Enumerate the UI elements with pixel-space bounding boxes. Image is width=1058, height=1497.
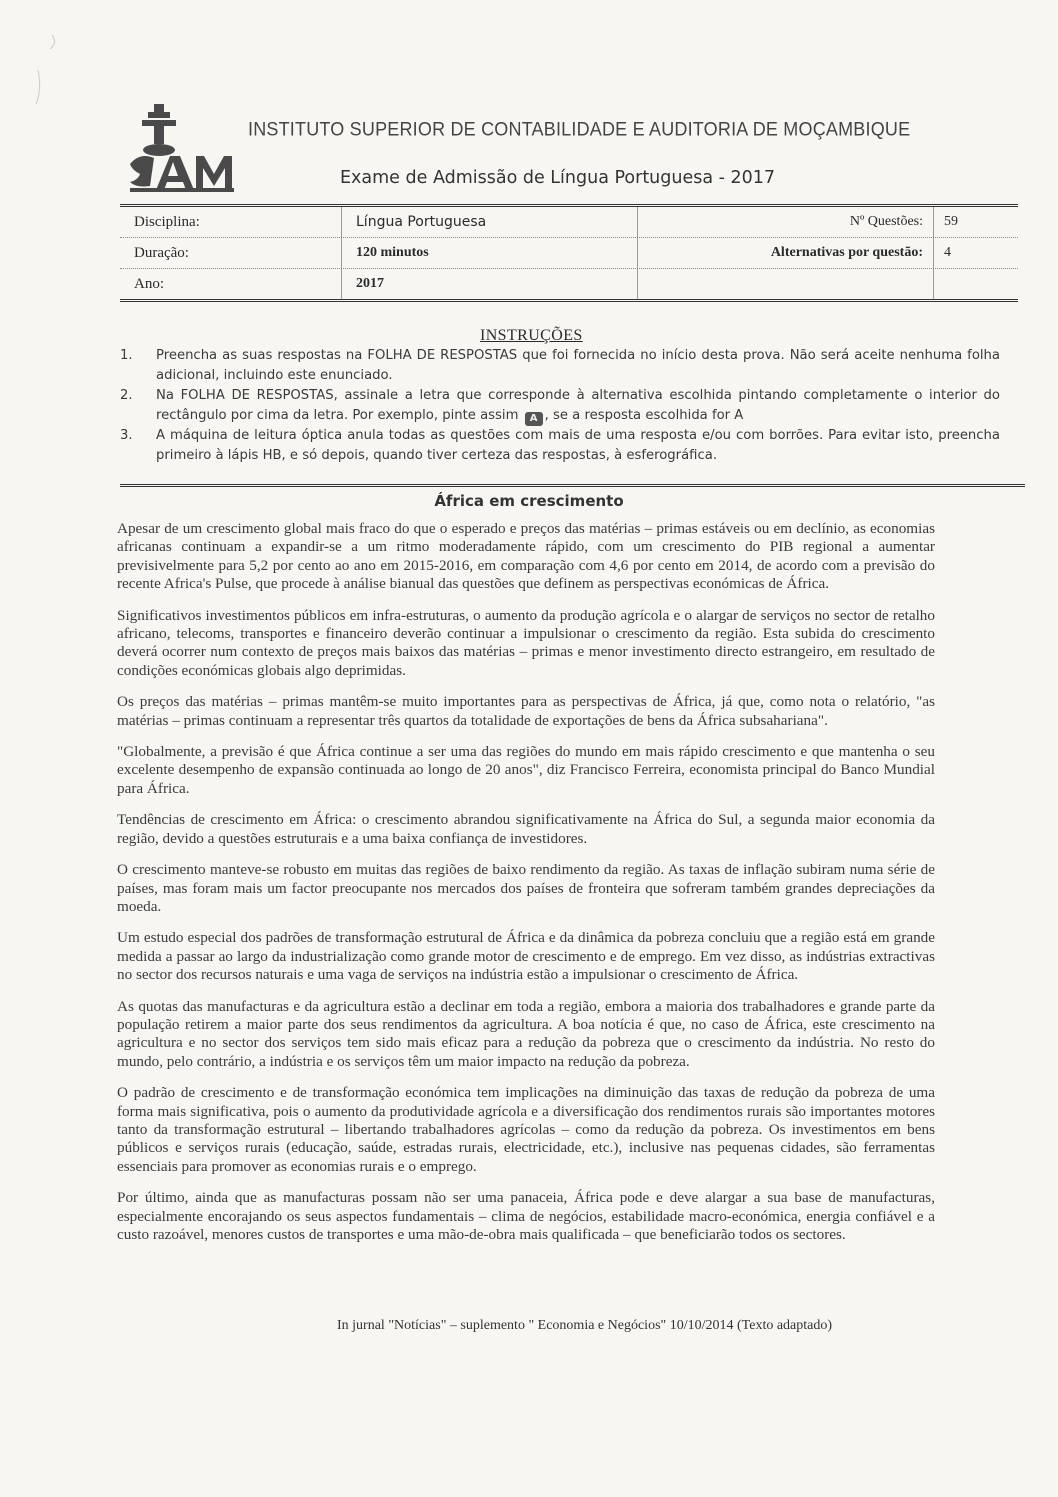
iscam-logo [128,104,268,196]
info-extra-label [638,269,934,299]
instruction-number: 2. [120,388,133,403]
info-value: 120 minutos [342,238,638,268]
article-source: In jurnal "Notícias" – suplemento " Economia e Negócios" 10/10/2014 (Texto adaptado) [337,1318,833,1333]
instruction-text [156,386,1000,426]
instruction-text: Preencha as suas respostas na FOLHA DE RESPOSTAS que foi fornecida no início desta prova. Não será aceite nenhuma folha adicional, incluindo este enunciado. [156,348,1000,383]
exam-info-table [120,204,1018,302]
instruction-number: 3. [120,428,133,443]
info-extra-label: Nº Questões: [638,207,934,237]
instruction-item [120,426,1000,466]
info-extra-value: 4 [944,245,951,260]
info-value: 2017 [342,269,638,299]
article-paragraph: O padrão de crescimento e de transformação económica tem implicações na diminuição das taxas de redução da pobreza de uma forma mais significativa, pois o aumento da produtividade agrícola e a diversificação dos rendimentos rurais são importantes motores tanto da transformação estrutural – libertando trabalhadores agrícolas – como da redução da pobreza. Os investimentos em bens públicos e serviços rurais (educação, saúde, estradas rurais, electricidade, etc.), inclusive nas pequenas cidades, são ferramentas essenciais para promover as economias rurais e o emprego. [117,1084,935,1175]
article-paragraph: As quotas das manufacturas e da agricultura estão a declinar em toda a região, embora a maioria dos trabalhadores e grande parte da população retirem a maior parte dos seus rendimentos da agricultura. A boa notícia é que, no caso de África, este crescimento na agricultura e no sector dos serviços tem sido mais eficaz para a redução da pobreza que o crescimento da indústria. No resto do mundo, pelo contrário, a indústria e os serviços têm um maior impacto na redução da pobreza. [117,997,935,1070]
institution-name: INSTITUTO SUPERIOR DE CONTABILIDADE E AUDITORIA DE MOÇAMBIQUE [248,118,911,140]
info-value: Língua Portuguesa [342,207,638,237]
article-paragraph: Apesar de um crescimento global mais fraco do que o esperado e preços das matérias – primas estáveis ou em declínio, as economias africanas continuam a expandir-se a um ritmo moderadamente rápido, com um crescimento do PIB regional a aumentar previsivelmente para 5,2 por cento ao ano em 2015-2016, em comparação com 4,6 por cento em 2014, de acordo com a previsão do recente Africa's Pulse, que procede à análise bianual das questões que definem as perspectivas económicas de África. [117,520,935,593]
article-paragraph: Um estudo especial dos padrões de transformação estrutural de África e da dinâmica da pobreza concluiu que a região está em grande medida a passar ao largo da industrialização como grande motor de crescimento e de emprego. Em vez disso, as indústrias extractivas no sector dos recursos naturais e uma vaga de serviços na indústria estão a impulsionar o crescimento de África. [117,929,935,984]
article-paragraph: Tendências de crescimento em África: o crescimento abrandou significativamente na África do Sul, a segunda maior economia da região, devido a questões estruturais e a uma baixa confiança de investidores. [117,811,935,847]
info-row-discipline [120,207,1018,238]
info-extra-value [934,269,1004,299]
instruction-text-before: Na FOLHA DE RESPOSTAS, assinale a letra que corresponde à alternativa escolhida pintando completamente o interior do rectângulo por cima da letra. Por exemplo, pinte assim [156,388,1000,423]
article-paragraph: O crescimento manteve-se robusto em muitas das regiões de baixo rendimento da região. As taxas de inflação subiram numa série de países, mas foram mais um factor preocupante nos mercados dos países de fronteira que sofreram também grandes depreciações da moeda. [117,861,935,915]
article-paragraph: Por último, ainda que as manufacturas possam não ser uma panaceia, África pode e deve alargar a sua base de manufacturas, especialmente encorajando os seus aspectos fundamentais – clima de negócios, estabilidade macro-económica, energia confiável e a custo razoável, menores custos de transportes e uma mão-de-obra mais qualificada – que beneficiarão todos os sectores. [117,1189,935,1243]
article-paragraph: "Globalmente, a previsão é que África continue a ser uma das regiões do mundo em mais rápido crescimento e que mantenha o seu excelente desempenho de expansão continuada ao longo de 20 anos", diz Francisco Ferreira, economista principal do Banco Mundial para África. [117,743,935,797]
logo-text: ISCAM [130,194,134,195]
instruction-text-after: , se a resposta escolhida for A [544,408,744,423]
instruction-item [120,346,1000,386]
scan-smudge [30,30,70,110]
info-label: Duração: [120,238,342,268]
section-divider [120,484,1025,491]
filled-answer-example-icon: A [525,412,543,426]
info-label: Disciplina: [120,207,342,237]
article-paragraph: Os preços das matérias – primas mantêm-se muito importantes para as perspectivas de África, já que, como nota o relatório, "as matérias – primas continuam a representar três quartos da totalidade de exportações de bens da África subsahariana". [117,693,935,729]
article-title: África em crescimento [434,492,624,510]
instruction-item [120,386,1000,426]
instructions-list [120,346,1000,466]
instructions-title: INSTRUÇÕES [480,327,583,344]
exam-title: Exame de Admissão de Língua Portuguesa - 2017 [340,168,776,188]
article-body [117,520,935,1257]
info-extra-label: Alternativas por questão: [638,238,934,268]
info-label: Ano: [120,269,342,299]
info-extra-value: 59 [944,214,958,229]
article-paragraph: Significativos investimentos públicos em infra-estruturas, o aumento da produção agrícola e o alargar de serviços no sector de retalho africano, telecoms, transportes e financeiro deverão continuar a impulsionar o crescimento da região. Esta subida do crescimento deverá ocorrer num contexto de preços mais baixos das matérias – primas e menor investimento directo estrangeiro, em resultado de condições económicas globais algo deprimidas. [117,606,935,679]
info-row-year [120,269,1018,299]
instruction-text: A máquina de leitura óptica anula todas as questões com mais de uma resposta e/ou com borrões. Para evitar isto, preencha primeiro à lápis HB, e só depois, quando tiver certeza das respostas, à esferográfica. [156,428,1000,463]
instruction-number: 1. [120,348,133,363]
info-row-duration [120,238,1018,269]
